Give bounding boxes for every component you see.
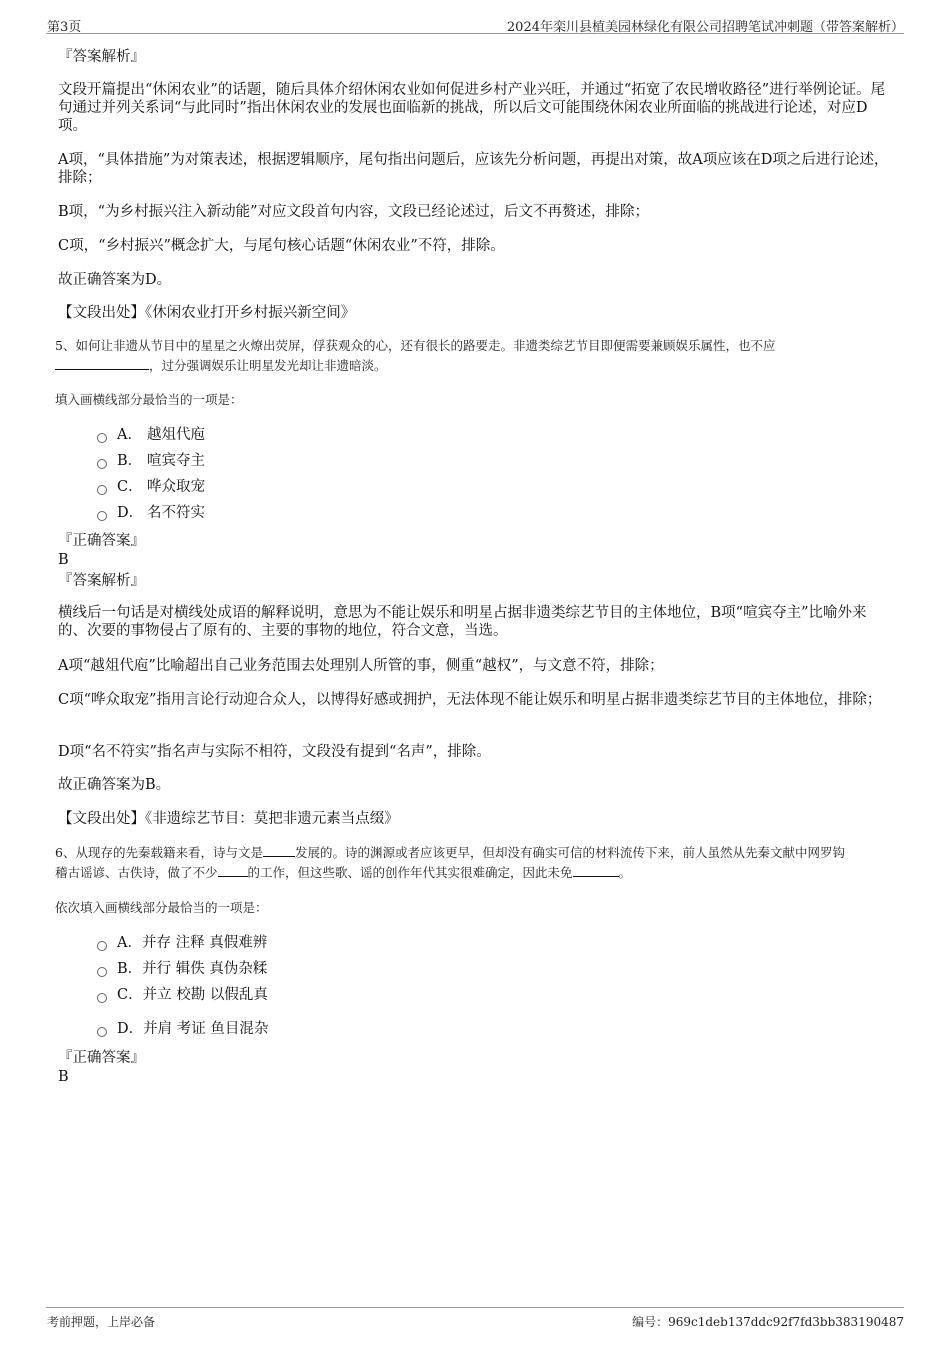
analysis-paragraph: 横线后一句话是对横线处成语的解释说明，意思为不能让娱乐和明星占据非遗类综艺节目的主体地位，B项“喧宾夺主”比喻外来的、次要的事物侵占了原有的、主要的事物的地位，符合文意，当选。 bbox=[58, 605, 867, 639]
radio-button-icon[interactable] bbox=[97, 993, 107, 1003]
radio-button-icon[interactable] bbox=[97, 967, 107, 977]
radio-button-icon[interactable] bbox=[97, 941, 107, 951]
option-d[interactable]: D． 名不符实 bbox=[97, 503, 205, 523]
option-d[interactable]: D．并肩 考证 鱼目混杂 bbox=[97, 1019, 268, 1039]
radio-button-icon[interactable] bbox=[97, 459, 107, 469]
correct-answer-label: 『正确答案』 bbox=[58, 533, 145, 549]
option-b[interactable]: B．并行 辑佚 真伪杂糅 bbox=[97, 959, 267, 979]
radio-button-icon[interactable] bbox=[97, 433, 107, 443]
analysis-paragraph: B项，“为乡村振兴注入新动能”对应文段首句内容，文段已经论述过，后文不再赘述，排除； bbox=[58, 204, 649, 220]
analysis-paragraph: A项，“具体措施”为对策表述，根据逻辑顺序，尾句指出问题后，应该先分析问题，再提出对策，故A项应该在D项之后进行论述，排除； bbox=[58, 152, 889, 186]
radio-button-icon[interactable] bbox=[97, 511, 107, 521]
analysis-paragraph: D项“名不符实”指名声与实际不相符，文段没有提到“名声”，排除。 bbox=[58, 744, 491, 760]
option-c[interactable]: C．并立 校勘 以假乱真 bbox=[97, 985, 268, 1005]
analysis-paragraph: C项“哗众取宠”指用言论行动迎合众人，以博得好感或拥护，无法体现不能让娱乐和明星占据非遗类综艺节目的主体地位，排除； bbox=[58, 692, 882, 708]
correct-answer: B bbox=[58, 1069, 69, 1085]
correct-answer: B bbox=[58, 552, 69, 568]
question-6-text: 6、从现存的先秦载籍来看，诗与文是 发展的。诗的渊源或者应该更早，但却没有确实可信的材料流传下来，前人虽然从先秦文献中网罗钩 稽古谣谚、古佚诗，做了不少 的工作，但这些歌、谣的创作年代其实很难确定，因此未免 。 bbox=[55, 845, 845, 880]
analysis-paragraph: A项“越俎代庖”比喻超出自己业务范围去处理别人所管的事，侧重“越权”，与文意不符，排除； bbox=[58, 658, 664, 674]
source-citation: 【文段出处】《休闲农业打开乡村振兴新空间》 bbox=[58, 305, 356, 321]
option-a[interactable]: A．并存 注释 真假难辨 bbox=[97, 933, 267, 953]
analysis-label: 『答案解析』 bbox=[58, 573, 145, 589]
page-number: 第3页 bbox=[47, 20, 82, 35]
option-b[interactable]: B． 喧宾夺主 bbox=[97, 451, 205, 471]
header-divider bbox=[46, 33, 904, 34]
analysis-paragraph: C项，“乡村振兴”概念扩大，与尾句核心话题“休闲农业”不符，排除。 bbox=[58, 238, 505, 254]
document-title: 2024年栾川县植美园林绿化有限公司招聘笔试冲刺题（带答案解析） bbox=[506, 20, 904, 35]
answer-conclusion: 故正确答案为B。 bbox=[58, 777, 171, 793]
footer-slogan: 考前押题，上岸必备 bbox=[47, 1315, 156, 1329]
question-5-prompt: 填入画横线部分最恰当的一项是： bbox=[55, 392, 243, 407]
option-a[interactable]: A． 越俎代庖 bbox=[97, 425, 205, 445]
question-6-prompt: 依次填入画横线部分最恰当的一项是： bbox=[55, 900, 268, 915]
answer-conclusion: 故正确答案为D。 bbox=[58, 272, 172, 288]
option-c[interactable]: C． 哗众取宠 bbox=[97, 477, 205, 497]
answer-blank bbox=[573, 864, 619, 877]
analysis-label: 『答案解析』 bbox=[58, 49, 145, 65]
answer-blank bbox=[263, 844, 295, 857]
answer-blank bbox=[55, 357, 149, 370]
question-5-text: 5、如何让非遗从节目中的星星之火燎出荧屏，俘获观众的心，还有很长的路要走。非遗类综艺节目即便需要兼顾娱乐属性，也不应 ，过分强调娱乐让明星发光却让非遗暗淡。 bbox=[55, 338, 776, 373]
radio-button-icon[interactable] bbox=[97, 1027, 107, 1037]
radio-button-icon[interactable] bbox=[97, 485, 107, 495]
analysis-paragraph: 文段开篇提出“休闲农业”的话题，随后具体介绍休闲农业如何促进乡村产业兴旺，并通过“拓宽了农民增收路径”进行举例论证。尾句通过并列关系词“与此同时”指出休闲农业的发展也面临新的挑战，所以后文可能围绕休闲农业所面临的挑战进行论述，对应D项。 bbox=[58, 82, 886, 134]
document-code: 编号：969c1deb137ddc92f7fd3bb383190487 bbox=[632, 1315, 904, 1329]
footer-divider bbox=[46, 1307, 904, 1308]
source-citation: 【文段出处】《非遗综艺节目：莫把非遗元素当点缀》 bbox=[58, 811, 399, 827]
correct-answer-label: 『正确答案』 bbox=[58, 1050, 145, 1066]
answer-blank bbox=[218, 864, 248, 877]
